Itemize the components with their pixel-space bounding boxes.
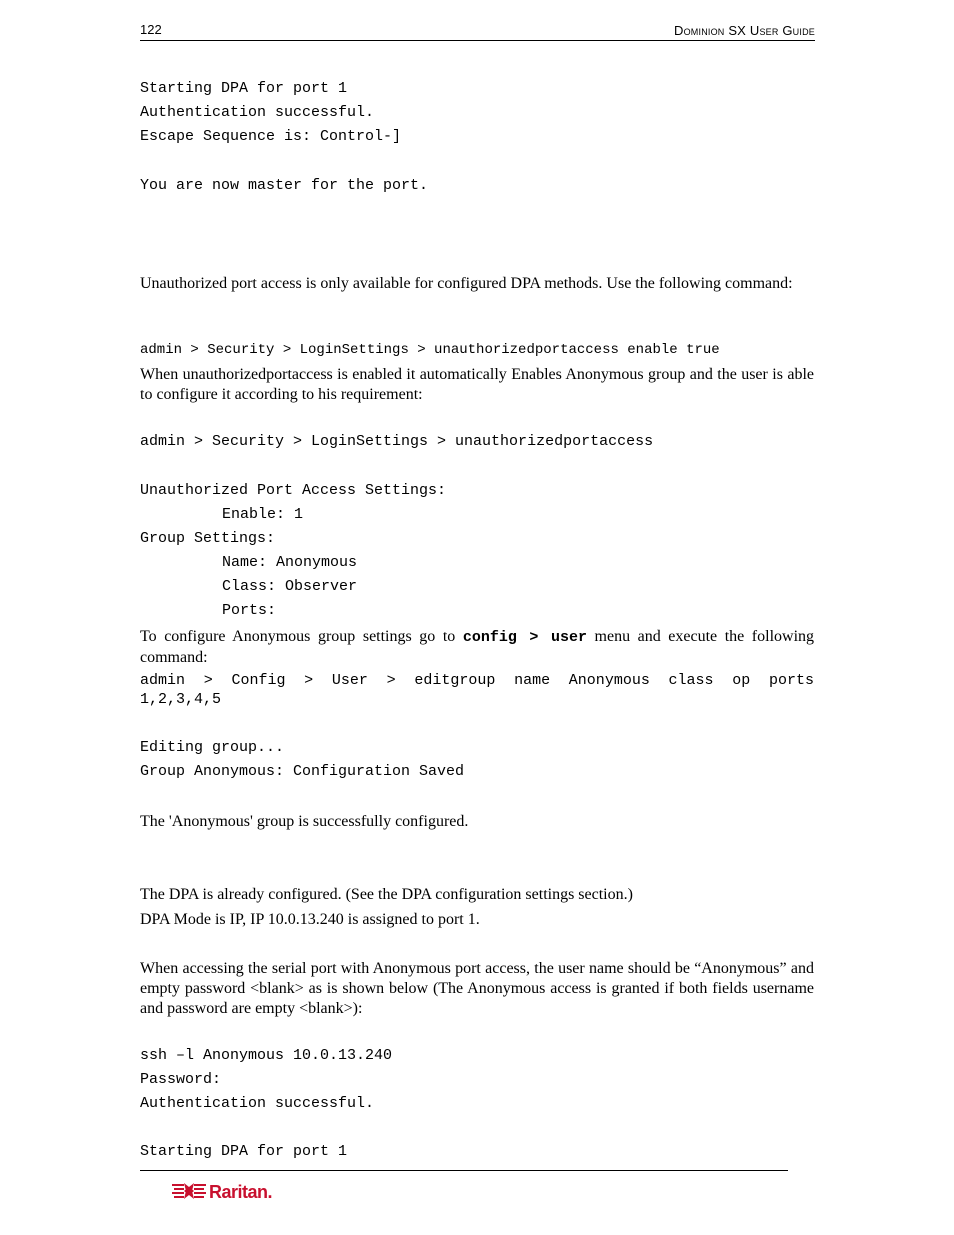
footer-rule — [140, 1170, 788, 1171]
code-line: Starting DPA for port 1 — [140, 1143, 348, 1160]
code-line: Enable: 1 — [222, 506, 304, 523]
code-line: Editing group... — [140, 739, 285, 756]
raritan-logo-icon — [172, 1182, 206, 1202]
code-line: Unauthorized Port Access Settings: — [140, 482, 447, 499]
code-line: Group Anonymous: Configuration Saved — [140, 763, 465, 780]
code-line: Name: Anonymous — [222, 554, 358, 571]
code-line: You are now master for the port. — [140, 177, 429, 194]
command-line: 1,2,3,4,5 — [140, 691, 222, 708]
paragraph: The DPA is already configured. (See the DPA configuration settings section.) — [140, 886, 633, 903]
menu-path: config > user — [462, 629, 587, 646]
page-header — [140, 22, 815, 41]
paragraph: DPA Mode is IP, IP 10.0.13.240 is assigned to port 1. — [140, 911, 480, 928]
command-line: admin > Security > LoginSettings > unauthorizedportaccess enable true — [140, 342, 720, 358]
paragraph — [140, 627, 814, 668]
code-line: Ports: — [222, 602, 277, 619]
raritan-logo-text: Raritan. — [209, 1181, 273, 1202]
paragraph: Unauthorized port access is only available for configured DPA methods. Use the following command: — [140, 275, 793, 292]
code-line: Password: — [140, 1071, 222, 1088]
paragraph-text: To configure Anonymous group settings go to — [140, 628, 456, 645]
code-line: Authentication successful. — [140, 104, 375, 121]
code-line: ssh –l Anonymous 10.0.13.240 — [140, 1047, 393, 1064]
paragraph: When unauthorizedportaccess is enabled it automatically Enables Anonymous group and the user is able to configure it according to his requirement: — [140, 366, 814, 403]
code-line: Escape Sequence is: Control-] — [140, 128, 402, 145]
code-line: Group Settings: — [140, 530, 276, 547]
header-title: Dominion SX User Guide — [674, 23, 815, 38]
command-line: admin > Config > User > editgroup name Anonymous class op ports — [140, 672, 814, 689]
raritan-logo — [172, 1180, 272, 1204]
code-line: admin > Security > LoginSettings > unauthorizedportaccess — [140, 433, 654, 450]
code-line: Authentication successful. — [140, 1095, 375, 1112]
code-line: Starting DPA for port 1 — [140, 80, 348, 97]
code-line: Class: Observer — [222, 578, 358, 595]
paragraph-text: menu and execute the following command: — [140, 628, 815, 666]
paragraph: When accessing the serial port with Anonymous port access, the user name should be “Anonymous” and empty password <blank> as is shown below (The Anonymous access is granted if both fields username and password are empty <blank>): — [140, 960, 814, 1017]
page-number: 122 — [140, 22, 162, 37]
paragraph: The 'Anonymous' group is successfully configured. — [140, 813, 469, 830]
